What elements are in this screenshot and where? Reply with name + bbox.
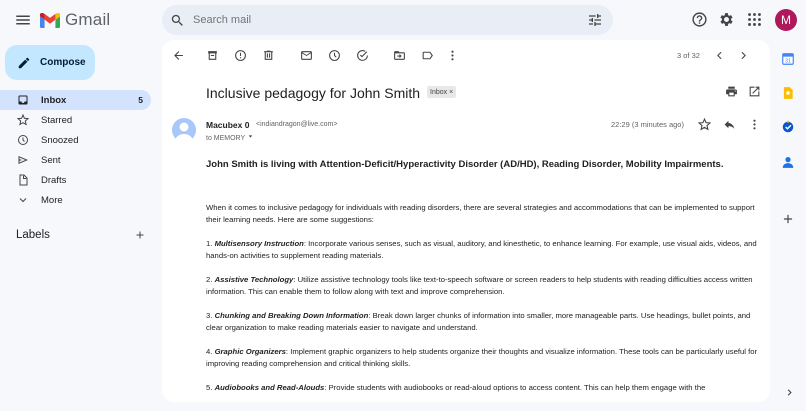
draft-file-icon <box>17 174 29 186</box>
item-title: Audiobooks and Read-Alouds <box>214 383 325 392</box>
item-number: 4. <box>206 347 213 356</box>
recipient-text: to MEMORY <box>206 135 246 142</box>
menu-icon[interactable] <box>14 11 32 29</box>
search-icon[interactable] <box>170 13 185 28</box>
list-item <box>206 310 758 334</box>
item-text: : Implement graphic organizers to help students organize their thoughts and visualize information. These tools can be particularly useful for improving reading comprehension and critical thinking skills. <box>206 347 758 368</box>
settings-gear-icon[interactable] <box>718 11 735 28</box>
pagination-count: 3 of 32 <box>677 51 700 60</box>
list-item <box>206 382 758 394</box>
sidebar-item-label: More <box>41 194 63 206</box>
compose-label: Compose <box>40 57 86 68</box>
sidebar-item-sent[interactable] <box>0 150 151 170</box>
send-icon <box>17 154 29 166</box>
pencil-icon <box>17 56 31 70</box>
trash-icon[interactable] <box>262 49 275 62</box>
add-label-icon[interactable] <box>134 229 146 241</box>
item-number: 3. <box>206 311 213 320</box>
sidebar-item-label: Starred <box>41 114 73 126</box>
inbox-icon <box>17 94 29 106</box>
add-task-icon[interactable] <box>356 49 369 62</box>
email-subject: Inclusive pedagogy for John Smith <box>206 85 421 101</box>
svg-text:31: 31 <box>785 58 791 65</box>
more-vertical-icon[interactable] <box>446 49 459 62</box>
sender-name[interactable]: Macubex 0 <box>206 120 250 130</box>
mark-unread-icon[interactable] <box>300 49 313 62</box>
sidebar-nav <box>0 90 151 210</box>
app-name: Gmail <box>65 10 111 29</box>
sidebar-item-snoozed[interactable] <box>0 130 151 150</box>
back-arrow-icon[interactable] <box>172 49 185 62</box>
older-chevron-icon[interactable] <box>737 49 750 62</box>
item-title: Graphic Organizers <box>214 347 286 356</box>
print-icon[interactable] <box>725 85 738 98</box>
chevron-down-icon <box>17 194 29 206</box>
remove-label-button[interactable]: × <box>449 88 454 96</box>
help-icon[interactable] <box>691 11 708 28</box>
inbox-label-chip <box>427 86 456 98</box>
chip-label: Inbox <box>430 88 448 96</box>
sidebar-item-label: Inbox <box>41 94 67 106</box>
star-icon <box>17 114 29 126</box>
newer-chevron-icon[interactable] <box>713 49 726 62</box>
add-addon-icon[interactable] <box>781 212 795 226</box>
item-title: Assistive Technology <box>214 275 294 284</box>
email-toolbar <box>162 40 770 72</box>
gmail-m-icon <box>40 13 60 28</box>
item-number: 2. <box>206 275 213 284</box>
compose-button[interactable] <box>5 45 95 80</box>
person-silhouette-icon <box>172 118 196 142</box>
item-text: : Provide students with audiobooks or read-aloud options to access content. This can help them engage with the <box>324 383 706 392</box>
reply-icon[interactable] <box>723 118 736 131</box>
email-timestamp: 22:29 (3 minutes ago) <box>611 120 684 129</box>
label-tag-icon[interactable] <box>421 49 434 62</box>
search-bar[interactable] <box>162 5 613 35</box>
search-options-icon[interactable] <box>587 12 603 28</box>
snooze-clock-icon[interactable] <box>328 49 341 62</box>
item-number: 5. <box>206 383 213 392</box>
email-intro: When it comes to inclusive pedagogy for individuals with reading disorders, there are several strategies and accommodations that can be implemented to support their learning needs. Here are some suggestions: <box>206 203 755 224</box>
item-number: 1. <box>206 239 213 248</box>
report-spam-icon[interactable] <box>234 49 247 62</box>
sender-email: <indiandragon@live.com> <box>256 121 338 128</box>
item-title: Chunking and Breaking Down Information <box>214 311 369 320</box>
open-new-window-icon[interactable] <box>748 85 761 98</box>
item-text: : Incorporate various senses, such as visual, auditory, and kinesthetic, to enhance learning. For example, use visual aids, videos, and hands-on activities to supplement reading materials. <box>206 239 757 260</box>
item-title: Multisensory Instruction <box>214 239 304 248</box>
list-item <box>206 346 758 370</box>
clock-icon <box>17 134 29 146</box>
tasks-icon[interactable] <box>781 120 795 134</box>
contacts-icon[interactable] <box>781 155 795 169</box>
archive-icon[interactable] <box>206 49 219 62</box>
sidebar-item-label: Sent <box>41 154 61 166</box>
more-vertical-icon[interactable] <box>748 118 761 131</box>
sidebar-item-more[interactable] <box>0 190 151 210</box>
list-item <box>206 238 758 262</box>
gmail-logo[interactable] <box>40 10 110 30</box>
sidebar-item-drafts[interactable] <box>0 170 151 190</box>
top-bar <box>0 0 806 40</box>
apps-grid-icon[interactable] <box>746 11 763 28</box>
inbox-count: 5 <box>138 95 143 105</box>
star-icon[interactable] <box>698 118 711 131</box>
sender-avatar[interactable] <box>172 118 196 142</box>
calendar-icon[interactable] <box>781 52 795 66</box>
recipient-details[interactable] <box>206 133 254 142</box>
email-headline: John Smith is living with Attention-Deficit/Hyperactivity Disorder (AD/HD), Reading Disorder, Mobility Impairments. <box>206 159 724 170</box>
chevron-right-icon[interactable] <box>784 387 795 398</box>
item-text: : Utilize assistive technology tools like text-to-speech software or screen readers to help students with reading difficulties access written information. This can enable them to follow along with text and improve comprehension. <box>206 275 753 296</box>
sidebar-item-label: Snoozed <box>41 134 79 146</box>
search-input[interactable] <box>193 14 573 26</box>
sidebar-item-starred[interactable] <box>0 110 151 130</box>
email-view <box>162 40 770 402</box>
account-avatar[interactable]: M <box>775 9 797 31</box>
email-body <box>206 158 758 402</box>
keep-notes-icon[interactable] <box>781 86 795 100</box>
labels-heading: Labels <box>16 229 50 241</box>
sidebar-item-inbox[interactable] <box>0 90 151 110</box>
caret-down-icon <box>247 133 254 140</box>
sidebar-item-label: Drafts <box>41 174 67 186</box>
list-item <box>206 274 758 298</box>
item-text: : Break down larger chunks of information into smaller, more manageable parts. Use headings, bullet points, and clear organization to make reading materials easier to navigate and understand. <box>206 311 751 332</box>
move-to-folder-icon[interactable] <box>393 49 406 62</box>
